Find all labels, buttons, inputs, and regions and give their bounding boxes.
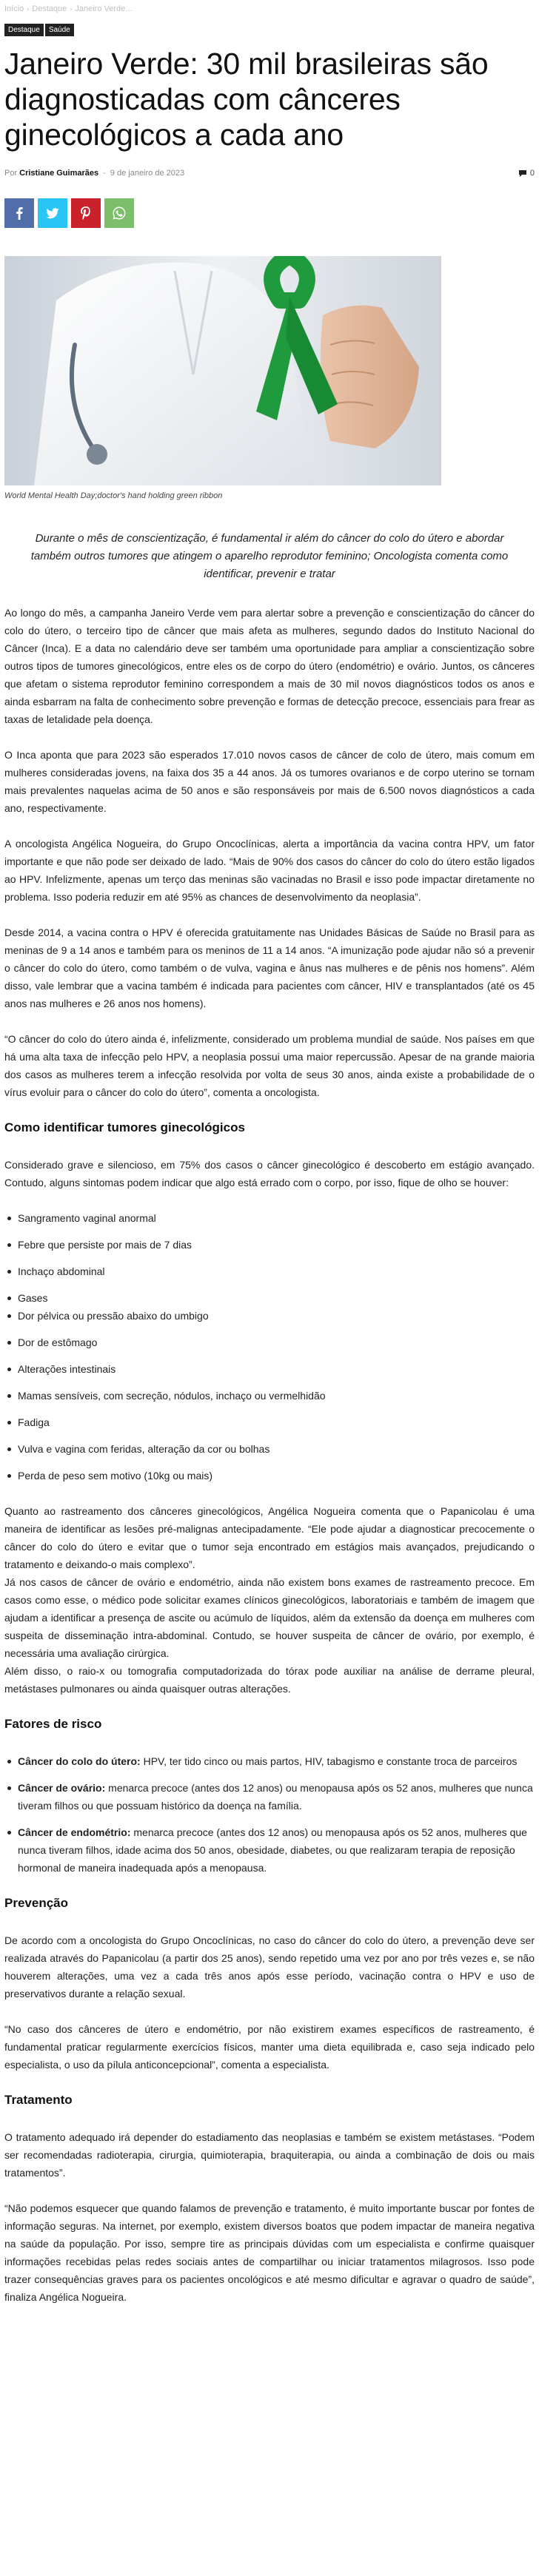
twitter-share-button[interactable]	[38, 198, 67, 228]
paragraph: “Não podemos esquecer que quando falamos de prevenção e tratamento, é muito importante buscar por fontes de informação seguras. Na internet, por exemplo, existem diversos boatos que podem impactar de maneira negativa na saúde da população. Por isso, sempre tire as principais dúvidas com um especialista e confirme quaisquer informações recebidas pelas redes sociais antes de compartilhar ou iniciar tratamentos milagrosos. Isso pode trazer consequências graves para os pacientes oncológicos e até mesmo dificultar e agravar o quadro de saúde”, finaliza Angélica Nogueira.	[4, 2202, 535, 2303]
category-badge-saude[interactable]: Saúde	[45, 24, 74, 36]
list-item: Gases	[4, 1289, 535, 1307]
paragraph: Quanto ao rastreamento dos cânceres ginecológicos, Angélica Nogueira comenta que o Papanicolau é uma maneira de identificar as lesões pré-malignas antecipadamente. “Ele pode ajudar a diagnosticar precocemente o câncer do colo do útero e evitar que o tumor seja encontrado em estágios mais avançados, prejudicando o tratamento e deixando-o mais complexo”.	[4, 1505, 535, 1570]
meta-separator: -	[103, 169, 106, 178]
paragraph: A oncologista Angélica Nogueira, do Grupo Oncoclínicas, alerta a importância da vacina contra HPV, um fator importante e que não pode ser deixado de lado. “Mais de 90% dos casos do câncer do colo do útero estão ligados ao HPV. Infelizmente, apenas um terço das meninas são vacinadas no Brasil e isso pode impactar diretamente no problema. Isso poderia reduzir em até 95% as chances de desenvolvimento da neoplasia”.	[4, 838, 535, 903]
facebook-icon	[16, 206, 23, 220]
risk-label: Câncer de ovário:	[18, 1782, 106, 1794]
whatsapp-icon	[113, 206, 126, 220]
breadcrumb-current: Janeiro Verde...	[75, 4, 133, 13]
paragraph: Já nos casos de câncer de ovário e endométrio, ainda não existem bons exames de rastreamento precoce. Em casos como esse, o médico pode solicitar exames clínicos ginecológicos, laboratoriais e também de imagem que ajudam a identificar a presença de ascite ou acúmulo de líquidos, além da extensão da doença em mulheres com suspeita de disseminação intra-abdominal. Contudo, se houver suspeita de câncer de ovário, por exemplo, é necessária uma avaliação cirúrgica.	[4, 1576, 535, 1659]
list-item: Dor pélvica ou pressão abaixo do umbigo	[4, 1307, 535, 1325]
whatsapp-share-button[interactable]	[104, 198, 134, 228]
list-item: Inchaço abdominal	[4, 1262, 535, 1280]
category-badge-destaque[interactable]: Destaque	[4, 24, 44, 36]
list-item: Perda de peso sem motivo (10kg ou mais)	[4, 1467, 535, 1484]
article-hero-image	[4, 256, 441, 485]
list-item	[4, 1823, 535, 1877]
doctor-hand-green-ribbon-illustration	[4, 256, 441, 485]
facebook-share-button[interactable]	[4, 198, 34, 228]
section-heading-treatment: Tratamento	[4, 2093, 73, 2107]
chevron-right-icon: ›	[70, 5, 73, 13]
chevron-right-icon: ›	[27, 5, 30, 13]
paragraph: O tratamento adequado irá depender do estadiamento das neoplasias e também se existem metástases. “Podem ser recomendadas radioterapia, cirurgia, quimioterapia, braquiterapia, ou ainda a combinação de dois ou mais tratamentos”.	[4, 2131, 535, 2179]
twitter-icon	[46, 208, 59, 219]
author-link[interactable]: Cristiane Guimarães	[19, 169, 99, 178]
pinterest-share-button[interactable]	[71, 198, 101, 228]
risk-text: menarca precoce (antes dos 12 anos) ou menopausa após os 52 anos, mulheres que nunca tiveram filhos, idade acima dos 50 anos, obesidade, diabetes, ou que realizaram terapia de reposição hormonal de maneira inadequada após a menopausa.	[18, 1826, 527, 1874]
list-item	[4, 1779, 535, 1815]
article-meta	[0, 166, 539, 181]
paragraph: Ao longo do mês, a campanha Janeiro Verde vem para alertar sobre a prevenção e conscientização do câncer do colo do útero, o terceiro tipo de câncer que mais afeta as mulheres, segundo dados do Instituto Nacional do Câncer (Inca). E a data no calendário deve ser também uma oportunidade para ampliar a conscientização sobre outros tipos de tumores ginecológicos, entre eles os de corpo do útero (endométrio) e ovário. Juntos, os cânceres que afetam o sistema reprodutor feminino correspondem a mais de 30 mil novos diagnósticos todos os anos e ainda esbarram na falta de conhecimento sobre prevenção e formas de detecção precoce, essenciais para frear as taxas de letalidade pela doença.	[4, 607, 535, 725]
risk-label: Câncer do colo do útero:	[18, 1755, 141, 1767]
category-badges	[0, 18, 539, 37]
list-item: Vulva e vagina com feridas, alteração da cor ou bolhas	[4, 1440, 535, 1458]
paragraph: “O câncer do colo do útero ainda é, infelizmente, considerado um problema mundial de saúde. Nos países em que há uma alta taxa de infecção pelo HPV, a neoplasia possui uma maior repercussão. Apesar de na grande maioria dos casos as mulheres terem a infecção resolvida por volta de seus 30 anos, ainda existe a probabilidade de o vírus evoluir para o câncer do colo do útero”, comenta a oncologista.	[4, 1033, 535, 1098]
list-item: Febre que persiste por mais de 7 dias	[4, 1236, 535, 1254]
symptoms-list	[4, 1209, 535, 1484]
paragraph: “No caso dos cânceres de útero e endométrio, por não existirem exames específicos de rastreamento, é fundamental praticar regularmente exercícios físicos, manter uma dieta equilibrada e, caso seja indicado pelo especialista, o uso da pílula anticoncepcional”, comenta a especialista.	[4, 2023, 535, 2071]
breadcrumb-category[interactable]: Destaque	[32, 4, 67, 13]
risk-factors-list	[4, 1752, 535, 1877]
comments-link[interactable]	[518, 169, 535, 178]
breadcrumb	[0, 0, 539, 18]
paragraph: O Inca aponta que para 2023 são esperados 17.010 novos casos de câncer de colo de útero, mais comum em mulheres consideradas jovens, na faixa dos 35 a 44 anos. Já os tumores ovarianos e de corpo uterino se tornam mais prevalentes naquelas acima de 50 anos e são responsáveis por mais de 6.500 novos diagnósticos a cada ano, respectivamente.	[4, 749, 535, 814]
paragraph: De acordo com a oncologista do Grupo Oncoclínicas, no caso do câncer do colo do útero, a prevenção deve ser realizada através do Papanicolau (a partir dos 25 anos), sendo repetido uma vez por ano por três vezes e, se não houverem alterações, uma vez a cada três anos após esse período, vacinação contra o HPV e uso de preservativos durante a relação sexual.	[4, 1934, 535, 2000]
breadcrumb-home[interactable]: Início	[4, 4, 24, 13]
article-title: Janeiro Verde: 30 mil brasileiras são diagnosticadas com cânceres ginecológicos a cada ano	[4, 47, 489, 152]
paragraph: Desde 2014, a vacina contra o HPV é oferecida gratuitamente nas Unidades Básicas de Saúde no Brasil para as meninas de 9 a 14 anos e também para os meninos de 11 a 14 anos. “A imunização pode ajudar não só a prevenir o câncer do colo do útero, como também o de vulva, vagina e ânus nas mulheres e de pênis nos homens”. Além disso, vale lembrar que a vacina também é indicada para pacientes com câncer, HIV e transplantados (até os 45 anos nas mulheres e 26 anos nos homens).	[4, 927, 535, 1009]
pinterest-icon	[81, 206, 91, 220]
risk-text: HPV, ter tido cinco ou mais partos, HIV, tabagismo e constante troca de parceiros	[140, 1755, 518, 1767]
list-item: Alterações intestinais	[4, 1360, 535, 1378]
publish-date: 9 de janeiro de 2023	[110, 169, 185, 178]
list-item: Sangramento vaginal anormal	[4, 1209, 535, 1227]
section-heading-risk: Fatores de risco	[4, 1717, 102, 1731]
list-item: Dor de estômago	[4, 1334, 535, 1351]
comment-count: 0	[529, 169, 535, 178]
image-caption: World Mental Health Day;doctor's hand holding green ribbon	[4, 491, 223, 500]
risk-label: Câncer de endométrio:	[18, 1826, 131, 1838]
list-item	[4, 1752, 535, 1770]
comment-icon	[518, 169, 527, 178]
list-item: Fadiga	[4, 1413, 535, 1431]
article-lead: Durante o mês de conscientização, é fundamental ir além do câncer do colo do útero e abordar também outros tumores que atingem o aparelho reprodutor feminino; Oncologista comenta como identificar, prevenir e tratar	[30, 532, 509, 580]
share-buttons	[0, 198, 539, 228]
paragraph: Além disso, o raio-x ou tomografia computadorizada do tórax pode auxiliar na análise de derrame pleural, metástases pulmonares ou ainda quaisquer outras alterações.	[4, 1665, 535, 1695]
section-heading-prevention: Prevenção	[4, 1896, 68, 1910]
paragraph: Considerado grave e silencioso, em 75% dos casos o câncer ginecológico é descoberto em estágio avançado. Contudo, alguns sintomas podem indicar que algo está errado com o corpo, por isso, fique de olho se houver:	[4, 1159, 535, 1188]
byline-prefix: Por	[4, 169, 18, 178]
section-heading-identify: Como identificar tumores ginecológicos	[4, 1120, 245, 1134]
article-body	[0, 604, 539, 2306]
list-item: Mamas sensíveis, com secreção, nódulos, inchaço ou vermelhidão	[4, 1387, 535, 1405]
risk-text: menarca precoce (antes dos 12 anos) ou menopausa após os 52 anos, mulheres que nunca tiveram filhos ou que possuam histórico da doença na família.	[18, 1782, 533, 1812]
